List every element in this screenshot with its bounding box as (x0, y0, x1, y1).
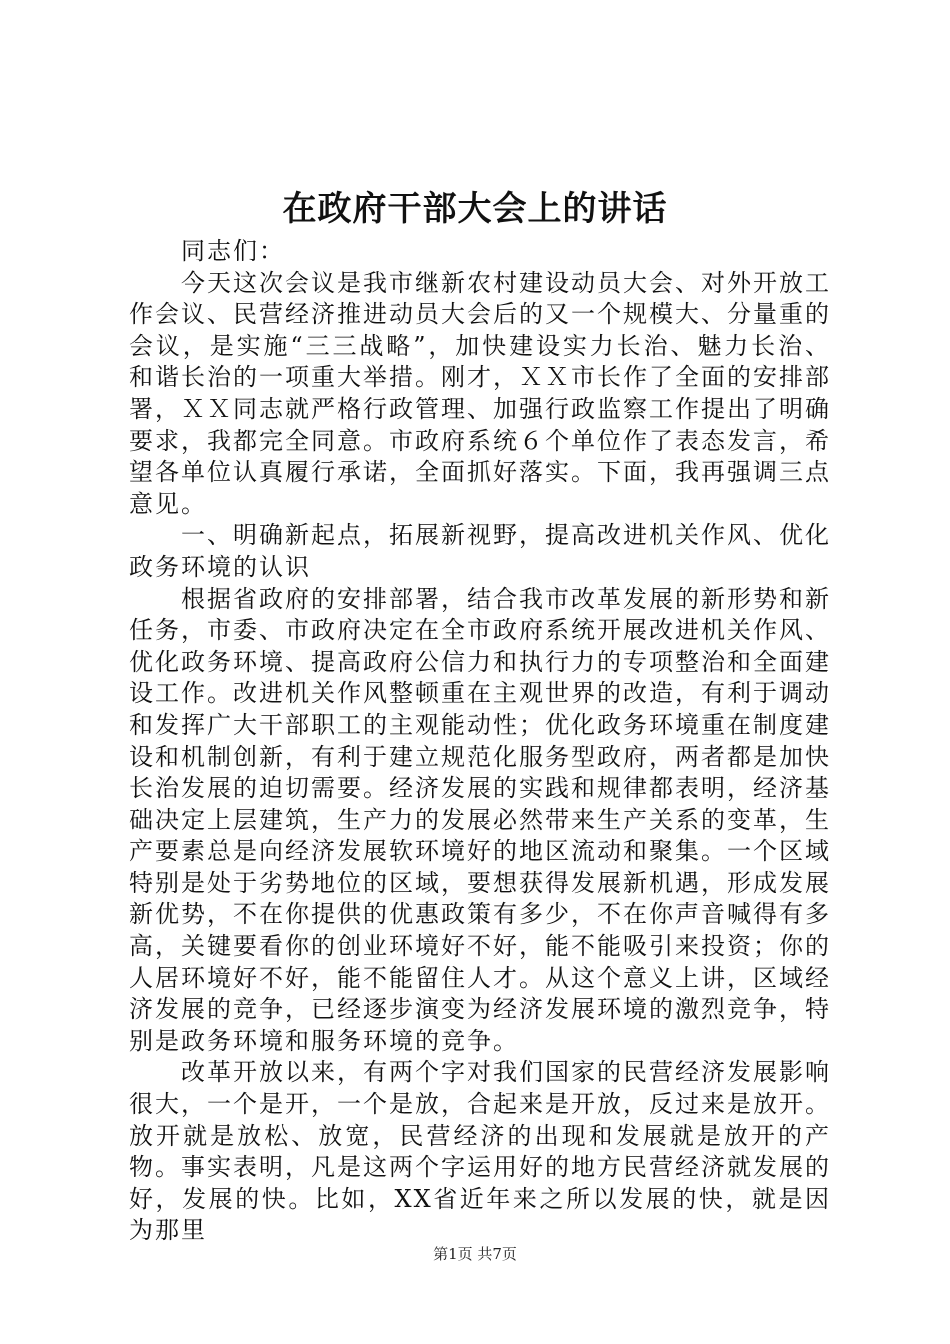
document-title: 在政府干部大会上的讲话 (282, 189, 668, 229)
paragraph-reform: 改革开放以来，有两个字对我们国家的民营经济发展影响很大，一个是开，一个是放，合起来是开放，反过来是放开。放开就是放松、放宽，民营经济的出现和发展就是放开的产物。事实表明，凡是这两个字运用好的地方民营经济就发展的好，发展的快。比如，XX省近年来之所以发展的快，就是因为那里 (129, 1058, 831, 1245)
document-body (129, 236, 831, 1247)
paragraph-intro: 今天这次会议是我市继新农村建设动员大会、对外开放工作会议、民营经济推进动员大会后的又一个规模大、分量重的会议，是实施“三三战略”，加快建设实力长治、魅力长治、和谐长治的一项重大举措。刚才，ＸＸ市长作了全面的安排部署，ＸＸ同志就严格行政管理、加强行政监察工作提出了明确要求，我都完全同意。市政府系统６个单位作了表态发言，希望各单位认真履行承诺，全面抓好落实。下面，我再强调三点意见。 (129, 268, 831, 518)
salutation: 同志们： (181, 237, 285, 265)
page-footer: 第1页 共7页 (433, 1245, 517, 1263)
section-heading-1: 一、明确新起点，拓展新视野，提高改进机关作风、优化政务环境的认识 (129, 521, 831, 581)
paragraph-section-1: 根据省政府的安排部署，结合我市改革发展的新形势和新任务，市委、市政府决定在全市政府系统开展改进机关作风、优化政务环境、提高政府公信力和执行力的专项整治和全面建设工作。改进机关作风整顿重在主观世界的改造，有利于调动和发挥广大干部职工的主观能动性；优化政务环境重在制度建设和机制创新，有利于建立规范化服务型政府，两者都是加快长治发展的迫切需要。经济发展的实践和规律都表明，经济基础决定上层建筑，生产力的发展必然带来生产关系的变革，生产要素总是向经济发展软环境好的地区流动和聚集。一个区域特别是处于劣势地位的区域，要想获得发展新机遇，形成发展新优势，不在你提供的优惠政策有多少，不在你声音喊得有多高，关键要看你的创业环境好不好，能不能吸引来投资；你的人居环境好不好，能不能留住人才。从这个意义上讲，区域经济发展的竞争，已经逐步演变为经济发展环境的激烈竞争，特别是政务环境和服务环境的竞争。 (129, 584, 831, 1055)
